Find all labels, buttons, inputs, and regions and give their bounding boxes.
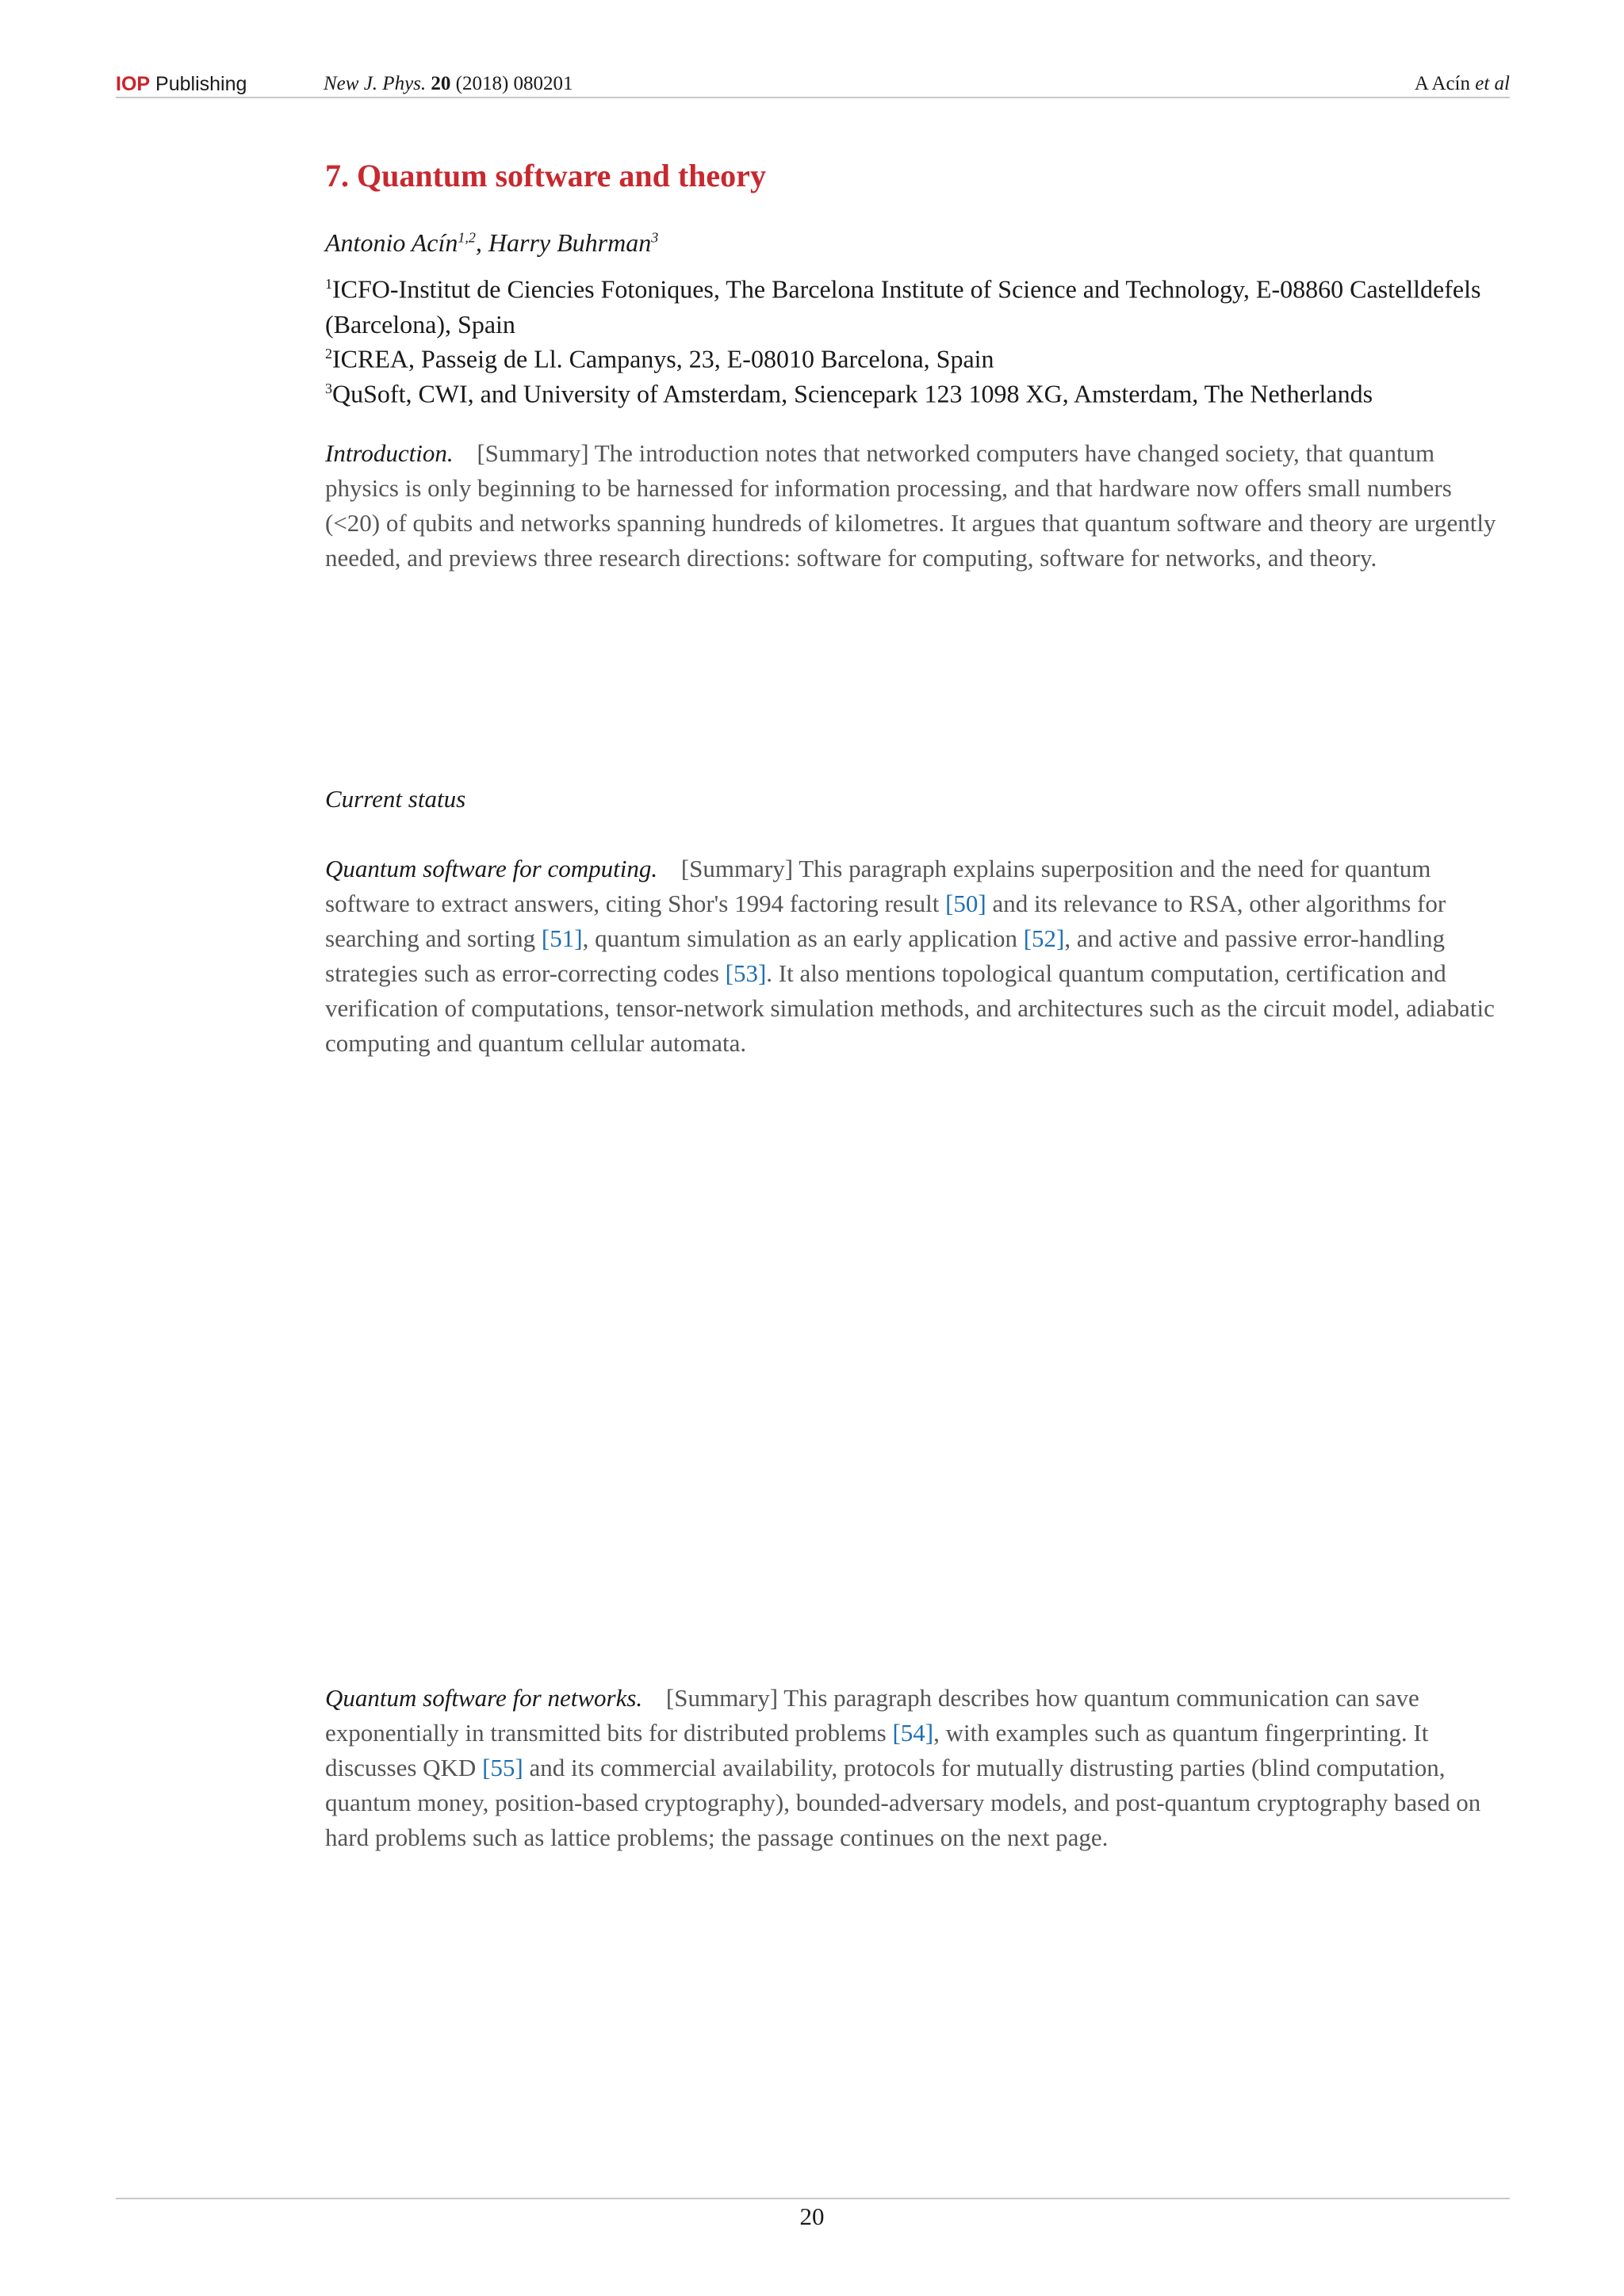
affiliation-marker: 2 xyxy=(325,346,332,362)
author-name: Antonio Acín xyxy=(325,228,458,257)
citation-link[interactable]: [55] xyxy=(482,1754,523,1781)
publisher-mark: IOP xyxy=(116,73,151,95)
running-header xyxy=(116,65,1510,98)
affiliation-marker: 1 xyxy=(325,276,332,292)
affiliation-text: ICFO-Institut de Ciencies Fotoniques, The Barcelona Institute of Science and Technology, E-08860 Castelldefels (Barcelona), Spain xyxy=(325,274,1481,339)
journal-name: New J. Phys. xyxy=(324,73,427,94)
author-line xyxy=(325,228,658,258)
affiliation-marker: 3 xyxy=(325,381,332,396)
computing-summary: , quantum simulation as an early application xyxy=(582,924,1017,952)
affiliation-3 xyxy=(325,371,1510,411)
computing-lead: Quantum software for computing. xyxy=(325,855,658,882)
journal-volume: 20 xyxy=(431,73,451,94)
citation-link[interactable]: [50] xyxy=(945,890,986,917)
networks-summary: [Summary] This paragraph describes how quantum communication can save exponentially in transmitted bits for distributed problems xyxy=(325,1684,1419,1747)
introduction-lead: Introduction. xyxy=(325,439,454,467)
publisher-logo xyxy=(116,73,247,96)
networks-paragraph xyxy=(325,1681,1510,1855)
introduction-paragraph xyxy=(325,436,1510,576)
citation-link[interactable]: [53] xyxy=(725,959,767,987)
networks-summary: , with examples such as quantum fingerprinting. It discusses QKD xyxy=(325,1719,1429,1781)
citation-link[interactable]: [51] xyxy=(541,924,583,952)
computing-summary: , and active and passive error-handling strategies such as error-correcting codes xyxy=(325,924,1446,987)
affiliation-1 xyxy=(325,266,1510,342)
running-author xyxy=(1415,73,1510,95)
current-status-heading: Current status xyxy=(325,785,466,813)
computing-summary: and its relevance to RSA, other algorithms for searching and sorting xyxy=(325,890,1446,952)
networks-summary: and its commercial availability, protocols for mutually distrusting parties (blind computation, quantum money, position-based cryptography), bounded-adversary models, and post-quantum cryptography based on hard problems such as lattice problems; the passage continues on the next page. xyxy=(325,1754,1481,1851)
running-author-etal: et al xyxy=(1475,73,1510,94)
author-affiliation-marker: 1,2 xyxy=(458,229,476,246)
running-author-name: A Acín xyxy=(1414,73,1470,94)
computing-paragraph xyxy=(325,851,1510,1061)
journal-citation xyxy=(324,73,573,95)
affiliation-text: ICREA, Passeig de Ll. Campanys, 23, E-08010 Barcelona, Spain xyxy=(332,344,994,373)
author-affiliation-marker: 3 xyxy=(651,229,659,246)
citation-link[interactable]: [52] xyxy=(1023,924,1065,952)
page-number: 20 xyxy=(799,2202,825,2230)
journal-year-article: (2018) 080201 xyxy=(455,73,573,94)
publisher-word: Publishing xyxy=(155,73,247,95)
footer-divider xyxy=(116,2198,1510,2199)
citation-link[interactable]: [54] xyxy=(892,1719,934,1747)
introduction-summary: [Summary] The introduction notes that networked computers have changed society, that quantum physics is only beginning to be harnessed for information processing, and that hardware now offers small numbers (<20) of qubits and networks spanning hundreds of kilometres. It argues that quantum software and theory are urgently needed, and previews three research directions: software for computing, software for networks, and theory. xyxy=(325,439,1496,572)
computing-summary: . It also mentions topological quantum computation, certification and verification of computations, tensor-network simulation methods, and architectures such as the circuit model, adiabatic computing and quantum cellular automata. xyxy=(325,959,1495,1057)
affiliation-text: QuSoft, CWI, and University of Amsterdam, Sciencepark 123 1098 XG, Amsterdam, The Netherlands xyxy=(332,379,1373,408)
computing-summary: [Summary] This paragraph explains superposition and the need for quantum software to extract answers, citing Shor's 1994 factoring result xyxy=(325,855,1431,917)
author-name: , Harry Buhrman xyxy=(475,228,652,257)
networks-lead: Quantum software for networks. xyxy=(325,1684,643,1712)
section-title: 7. Quantum software and theory xyxy=(325,158,766,193)
